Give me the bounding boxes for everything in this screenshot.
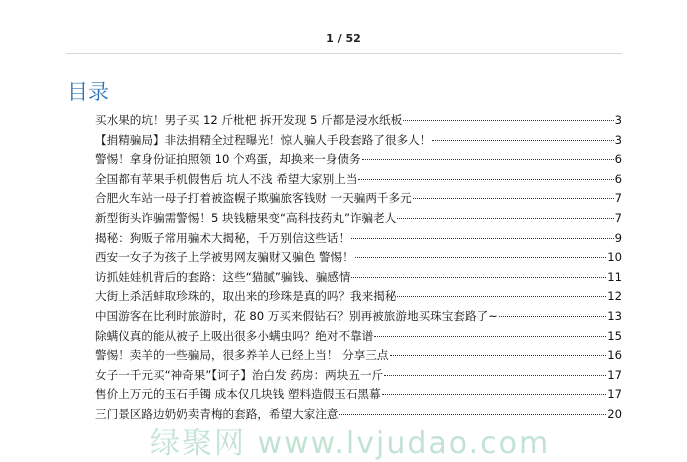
toc-page-number[interactable]: 12 bbox=[607, 289, 622, 304]
toc-dot-leader bbox=[413, 198, 614, 199]
toc-entry-title[interactable]: 女子一千元买“神奇果”【诃子】治白发 药房：两块五一斤 bbox=[95, 367, 384, 382]
toc-page-number[interactable]: 20 bbox=[607, 406, 622, 421]
toc-list bbox=[95, 112, 622, 426]
toc-dot-leader bbox=[499, 316, 606, 317]
toc-page-number[interactable]: 7 bbox=[614, 191, 622, 206]
toc-page-number[interactable]: 3 bbox=[614, 113, 622, 127]
toc-dot-leader bbox=[384, 375, 606, 376]
toc-page-number[interactable]: 16 bbox=[607, 348, 622, 363]
toc-entry[interactable] bbox=[95, 406, 622, 426]
toc-entry[interactable] bbox=[95, 386, 622, 406]
toc-entry-title[interactable]: 三门景区路边奶奶卖青梅的套路，希望大家注意 bbox=[95, 406, 339, 421]
toc-entry-title[interactable]: 中国游客在比利时旅游时，花 80 万买来假钻石？别再被旅游地买珠宝套路了~ bbox=[95, 308, 498, 323]
toc-dot-leader bbox=[351, 238, 614, 239]
toc-entry-title[interactable]: 警惕！拿身份证拍照领 10 个鸡蛋，却换来一身债务 bbox=[95, 152, 361, 167]
toc-dot-leader bbox=[362, 159, 614, 160]
toc-page-number[interactable]: 15 bbox=[607, 328, 622, 343]
toc-entry[interactable] bbox=[95, 171, 622, 191]
toc-page-number[interactable]: 13 bbox=[607, 308, 622, 323]
toc-entry[interactable] bbox=[95, 151, 622, 171]
toc-entry-title[interactable]: 访抓娃娃机背后的套路：这些“猫腻”骗钱、骗感情 bbox=[95, 269, 351, 284]
toc-entry[interactable] bbox=[95, 288, 622, 308]
toc-dot-leader bbox=[355, 257, 606, 258]
toc-entry-title[interactable]: 大街上杀活蚌取珍珠的，取出来的珍珠是真的吗？我来揭秘 bbox=[95, 289, 397, 304]
toc-entry[interactable] bbox=[95, 308, 622, 328]
toc-title: 目录 bbox=[67, 80, 109, 104]
toc-dot-leader bbox=[351, 277, 606, 278]
toc-entry[interactable] bbox=[95, 367, 622, 387]
toc-page-number[interactable]: 6 bbox=[614, 152, 622, 167]
toc-page-number[interactable]: 11 bbox=[607, 269, 622, 284]
toc-entry-title[interactable]: 除螨仪真的能从被子上吸出很多小螨虫吗？绝对不靠谱 bbox=[95, 328, 374, 343]
toc-entry[interactable] bbox=[95, 132, 622, 152]
toc-page-number[interactable]: 6 bbox=[614, 171, 622, 186]
toc-entry[interactable] bbox=[95, 328, 622, 348]
toc-entry-title[interactable]: 警惕！卖羊的一些骗局，很多养羊人已经上当！ 分享三点 bbox=[95, 348, 389, 363]
page-counter: 1 / 52 bbox=[326, 32, 361, 45]
toc-dot-leader bbox=[339, 414, 606, 415]
toc-dot-leader bbox=[397, 296, 606, 297]
watermark: 绿聚网 www.lvjudao.com bbox=[150, 426, 551, 461]
toc-entry[interactable] bbox=[95, 249, 622, 269]
toc-entry-title[interactable]: 新型街头诈骗需警惕！5 块钱糖果变“高科技药丸”诈骗老人 bbox=[95, 210, 397, 225]
toc-entry-title[interactable]: 【捐精骗局】非法捐精全过程曝光！惊人骗人手段套路了很多人！ bbox=[95, 132, 432, 147]
toc-entry[interactable] bbox=[95, 210, 622, 230]
toc-dot-leader bbox=[403, 120, 613, 121]
toc-entry[interactable] bbox=[95, 112, 622, 132]
toc-entry-title[interactable]: 合肥火车站一母子打着被盗幌子欺骗旅客钱财 一天骗两千多元 bbox=[95, 191, 412, 206]
toc-dot-leader bbox=[397, 218, 613, 219]
toc-entry-title[interactable]: 售价上万元的玉石手镯 成本仅几块钱 塑料造假玉石黑幕 bbox=[95, 387, 381, 402]
toc-page-number[interactable]: 7 bbox=[614, 210, 622, 225]
toc-dot-leader bbox=[432, 140, 613, 141]
toc-page-number[interactable]: 9 bbox=[614, 230, 622, 245]
toc-dot-leader bbox=[390, 355, 607, 356]
toc-page-number[interactable]: 17 bbox=[607, 367, 622, 382]
toc-dot-leader bbox=[382, 394, 607, 395]
toc-entry-title[interactable]: 揭秘：狗贩子常用骗术大揭秘，千万别信这些话！ bbox=[95, 230, 351, 245]
toc-entry-title[interactable]: 买水果的坑！男子买 12 斤枇杷 拆开发现 5 斤都是浸水纸板 bbox=[95, 113, 403, 127]
toc-dot-leader bbox=[374, 336, 606, 337]
toc-page-number[interactable]: 17 bbox=[607, 387, 622, 402]
toc-entry-title[interactable]: 西安一女子为孩子上学被男网友骗财又骗色 警惕！ bbox=[95, 250, 354, 265]
toc-entry[interactable] bbox=[95, 347, 622, 367]
toc-page-number[interactable]: 3 bbox=[614, 132, 622, 147]
toc-entry[interactable] bbox=[95, 269, 622, 289]
toc-page-number[interactable]: 10 bbox=[607, 250, 622, 265]
toc-entry[interactable] bbox=[95, 190, 622, 210]
toc-entry[interactable] bbox=[95, 230, 622, 250]
toc-dot-leader bbox=[358, 179, 613, 180]
header-divider bbox=[66, 53, 622, 54]
toc-entry-title[interactable]: 全国都有苹果手机假售后 坑人不浅 希望大家别上当 bbox=[95, 171, 358, 186]
